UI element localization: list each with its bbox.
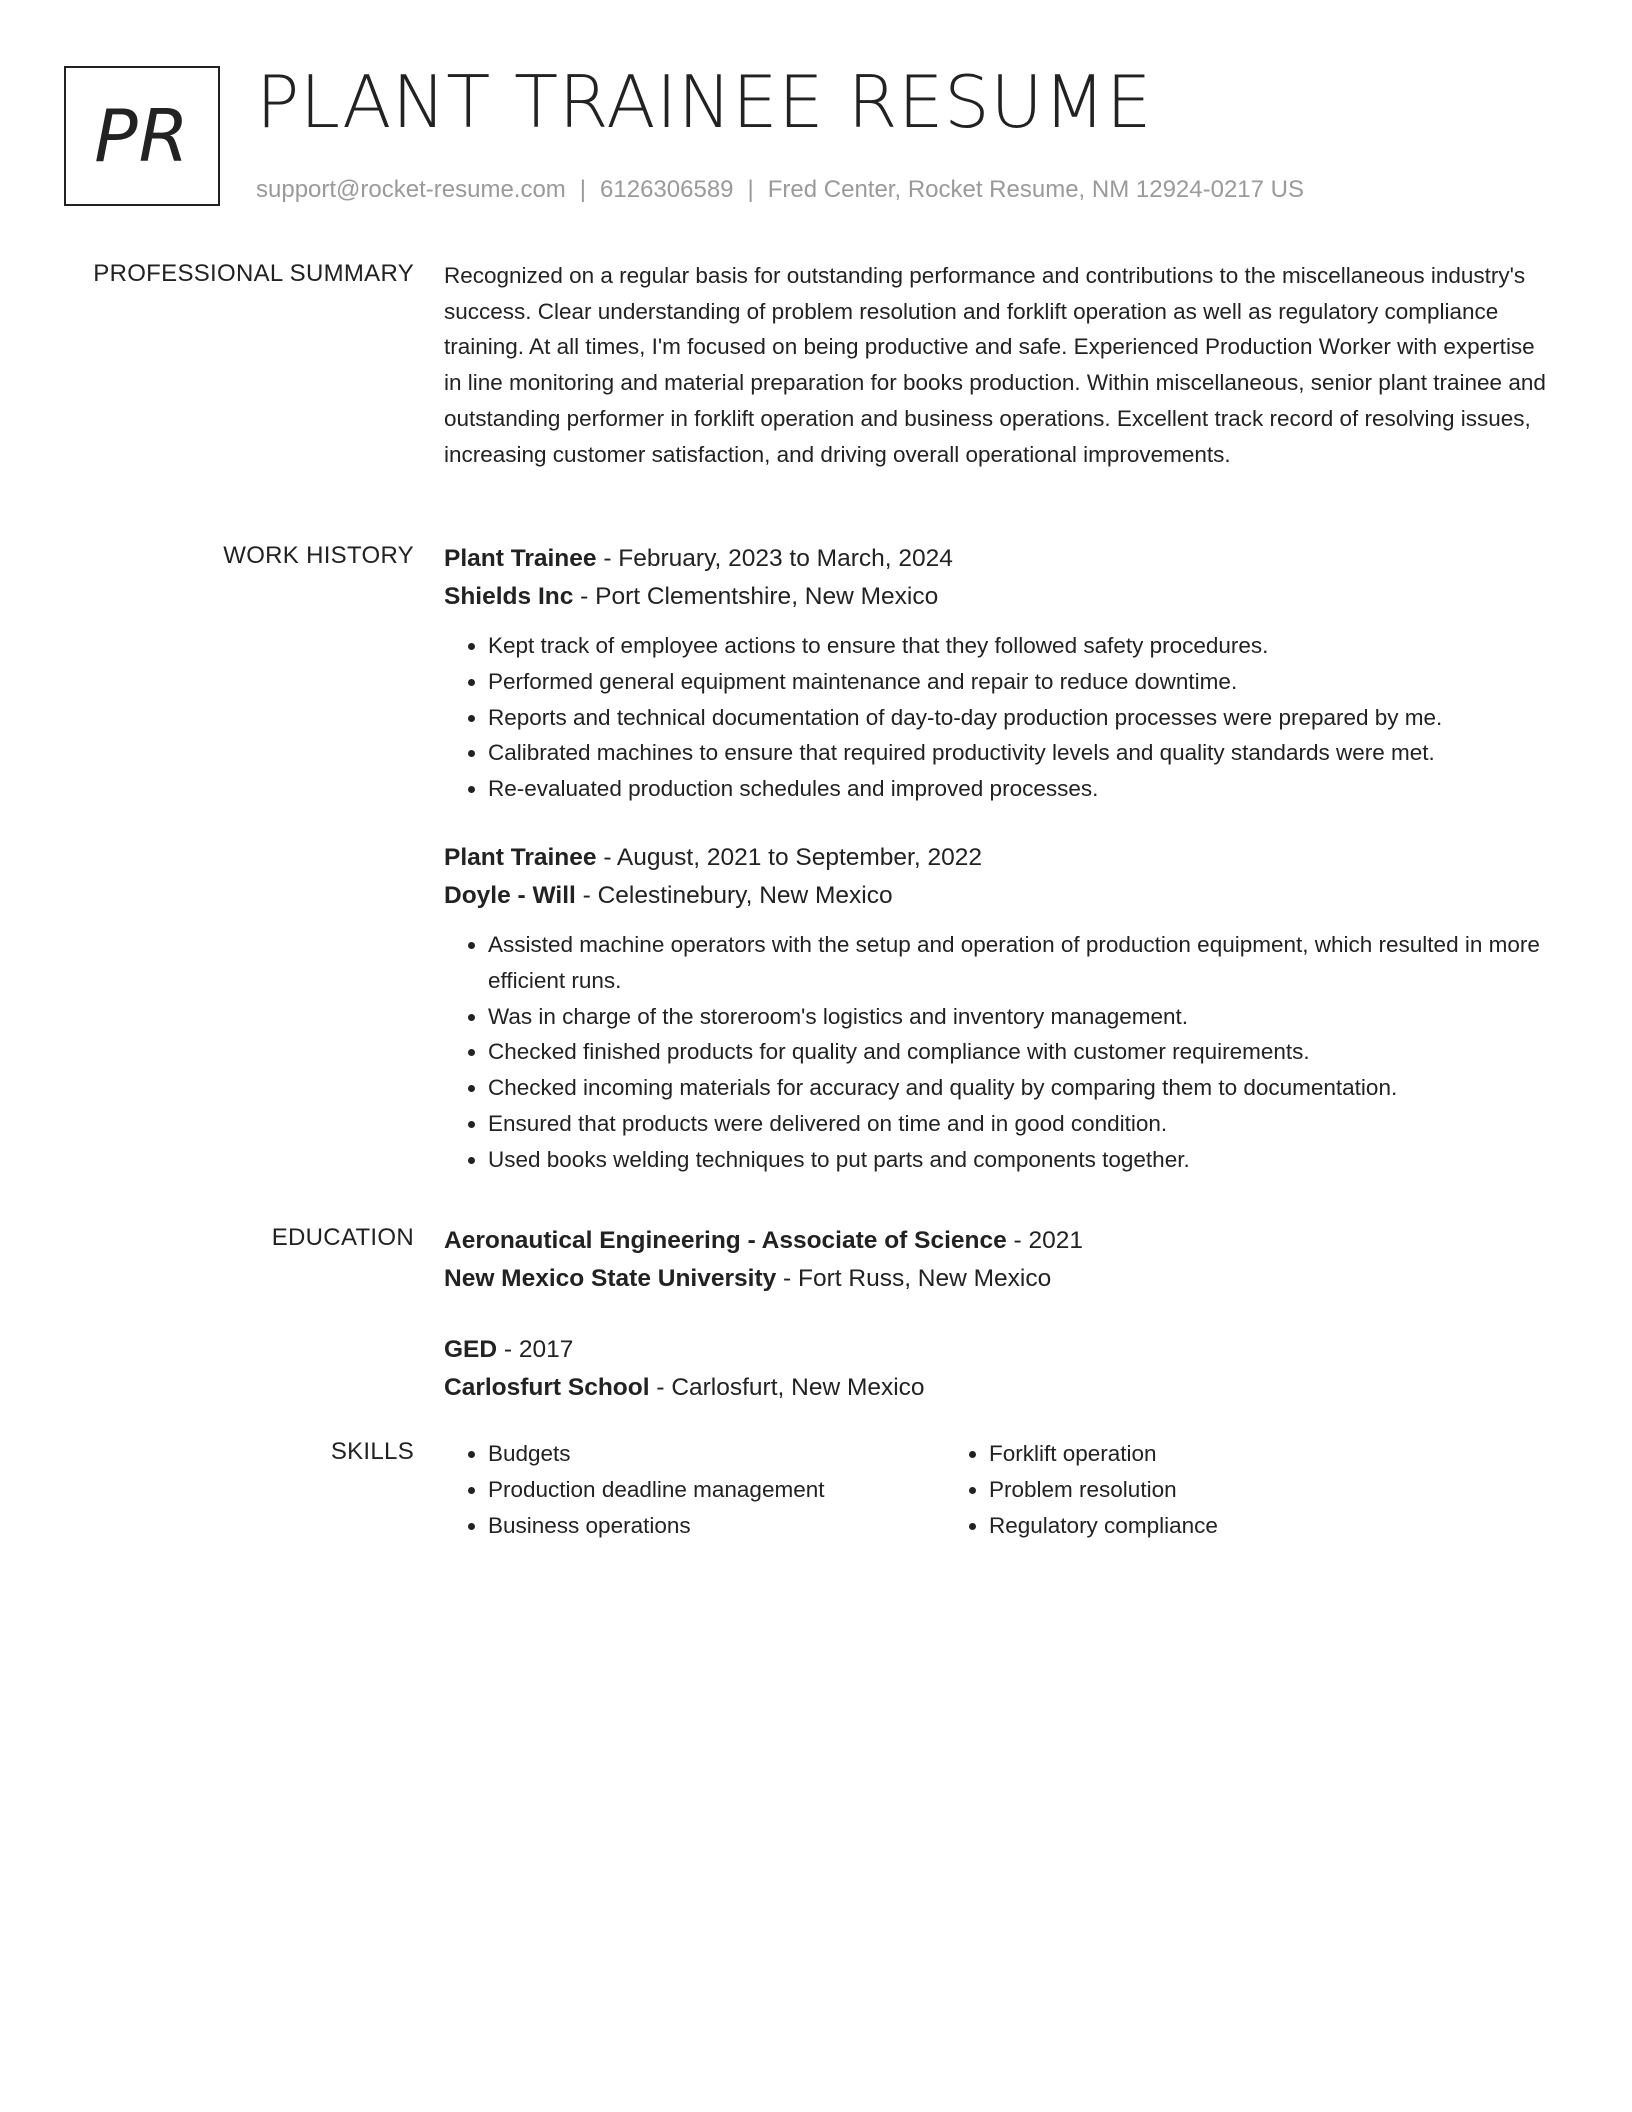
education-year: - 2017	[497, 1336, 574, 1363]
skills-columns	[444, 1436, 1556, 1543]
job-bullet: • Re-evaluated production schedules and improved processes.	[488, 771, 1556, 807]
job-bullet: • Performed general equipment maintenance and repair to reduce downtime.	[488, 664, 1556, 700]
job-dates: - February, 2023 to March, 2024	[596, 545, 953, 572]
skills-body	[444, 1436, 1556, 1543]
job-title-line	[444, 839, 1556, 877]
education-location: - Carlosfurt, New Mexico	[649, 1374, 925, 1401]
job-bullet: • Kept track of employee actions to ensure that they followed safety procedures.	[488, 628, 1556, 664]
contact-email: support@rocket-resume.com	[256, 176, 566, 203]
education-location: - Fort Russ, New Mexico	[776, 1265, 1052, 1292]
education-degree-line	[444, 1331, 1556, 1369]
education-school-line	[444, 1369, 1556, 1407]
monogram-initials: PR	[94, 94, 190, 178]
skill-item: • Regulatory compliance	[989, 1508, 1446, 1544]
job-title: Plant Trainee	[444, 843, 597, 871]
job-company-line	[444, 877, 1556, 915]
contact-line	[256, 174, 1304, 206]
education-degree: GED	[444, 1336, 498, 1363]
contact-separator: |	[579, 176, 587, 203]
job-bullet: • Ensured that products were delivered on time and in good condition.	[488, 1106, 1556, 1142]
job-company: Doyle - Will	[444, 881, 576, 909]
section-label-skills: SKILLS	[330, 1438, 414, 1465]
skills-list-right	[945, 1436, 1446, 1543]
job-bullet: • Calibrated machines to ensure that required productivity levels and quality standards were met.	[488, 735, 1556, 771]
job-location: - Port Clementshire, New Mexico	[573, 583, 939, 610]
contact-separator: |	[747, 176, 754, 203]
job-bullet: • Was in charge of the storeroom's logistics and inventory management.	[488, 999, 1556, 1035]
skill-item: • Problem resolution	[989, 1472, 1446, 1508]
skill-item: • Production deadline management	[488, 1472, 945, 1508]
education-entry	[444, 1222, 1556, 1298]
summary-body	[444, 258, 1556, 472]
job-bullets	[444, 927, 1556, 1178]
job-title-line	[444, 540, 1556, 578]
job-entry	[444, 540, 1556, 807]
contact-address: Fred Center, Rocket Resume, NM 12924-0217 US	[767, 176, 1304, 203]
job-title: Plant Trainee	[444, 545, 597, 572]
education-school: Carlosfurt School	[444, 1374, 650, 1401]
summary-text: Recognized on a regular basis for outstanding performance and contributions to the miscellaneous industry's success. Clear understanding of problem resolution and forklift operation as well as regulatory compliance training. At all times, I'm focused on being productive and safe. Experienced Production Worker with expertise in line monitoring and material preparation for books production. Within miscellaneous, senior plant trainee and outstanding performer in forklift operation and business operations. Excellent track record of resolving issues, increasing customer satisfaction, and driving overall operational improvements.	[444, 263, 1546, 467]
job-bullet: • Reports and technical documentation of day-to-day production processes were prepared by me.	[488, 700, 1556, 736]
education-school-line	[444, 1260, 1556, 1298]
job-bullet: • Assisted machine operators with the setup and operation of production equipment, which resulted in more efficient runs.	[488, 927, 1556, 999]
skill-item: • Budgets	[488, 1436, 945, 1472]
skill-item: • Forklift operation	[989, 1436, 1446, 1472]
education-degree: Aeronautical Engineering - Associate of Science	[444, 1227, 1007, 1254]
education-school: New Mexico State University	[444, 1265, 777, 1292]
skill-item: • Business operations	[488, 1508, 945, 1544]
job-location: - Celestinebury, New Mexico	[575, 881, 893, 909]
section-label-work-history: WORK HISTORY	[223, 542, 414, 569]
job-bullet: • Checked finished products for quality and compliance with customer requirements.	[488, 1034, 1556, 1070]
job-entry	[444, 839, 1556, 1178]
resume-title: PLANT TRAINEE RESUME	[256, 60, 1153, 144]
section-label-education: EDUCATION	[271, 1224, 414, 1251]
job-company: Shields Inc	[444, 583, 574, 610]
education-degree-line	[444, 1222, 1556, 1260]
education-body	[444, 1222, 1556, 1407]
contact-phone: 6126306589	[600, 176, 734, 203]
job-bullet: • Checked incoming materials for accuracy and quality by comparing them to documentation.	[488, 1070, 1556, 1106]
monogram-box	[64, 66, 220, 206]
job-company-line	[444, 578, 1556, 616]
work-history-body	[444, 540, 1556, 1178]
job-bullet: • Used books welding techniques to put parts and components together.	[488, 1142, 1556, 1178]
skills-list-left	[444, 1436, 945, 1543]
education-year: - 2021	[1006, 1227, 1084, 1254]
job-bullets	[444, 628, 1556, 807]
section-label-summary: PROFESSIONAL SUMMARY	[93, 260, 414, 287]
job-dates: - August, 2021 to September, 2022	[596, 843, 982, 871]
education-entry	[444, 1331, 1556, 1407]
